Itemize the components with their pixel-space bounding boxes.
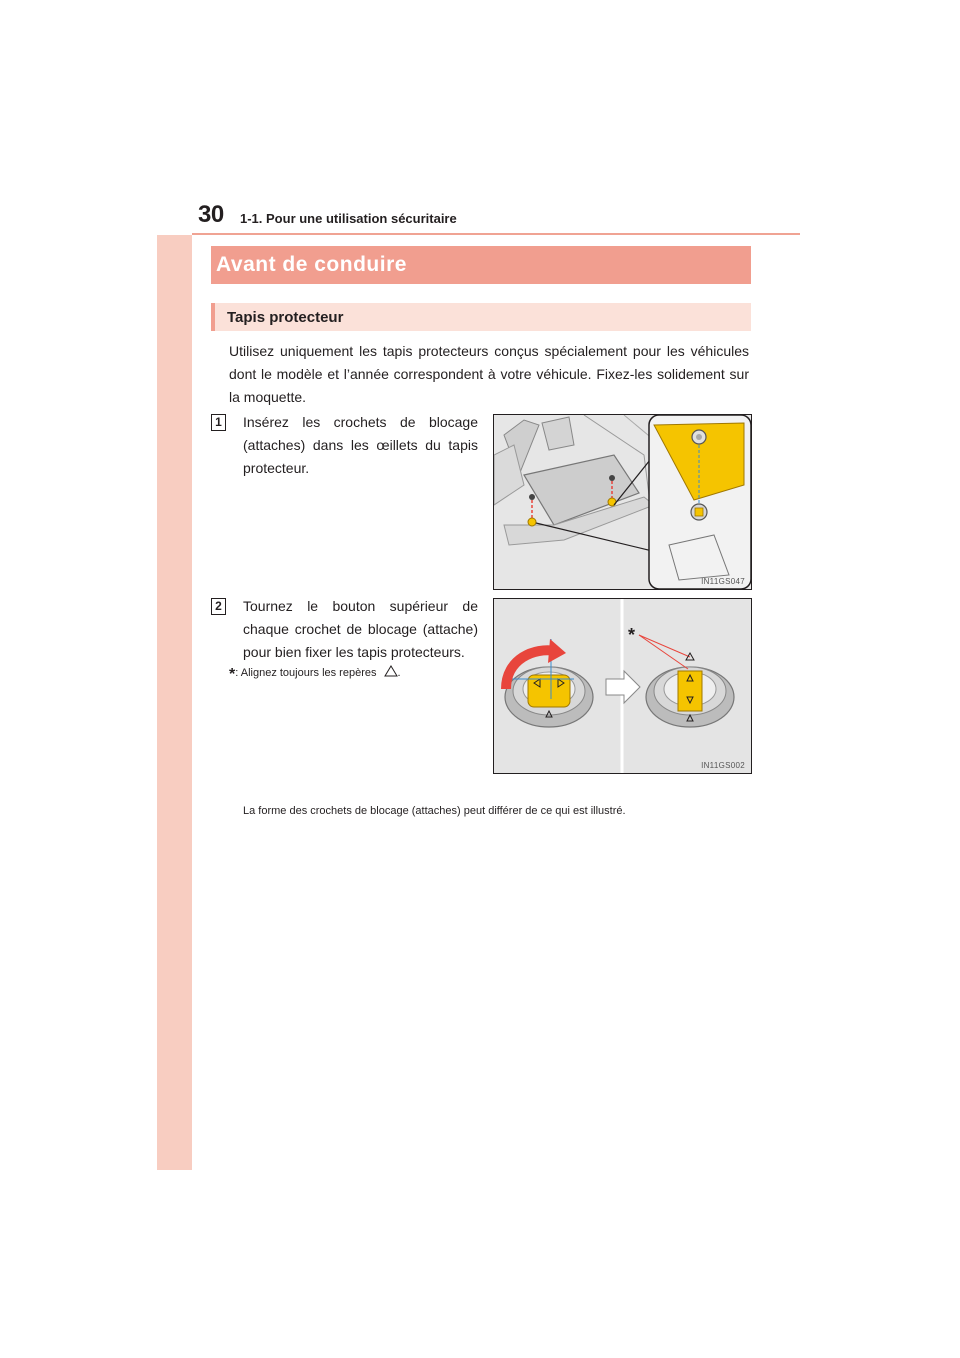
header-band xyxy=(157,185,800,235)
floor-mat-illustration xyxy=(494,415,751,589)
chapter-side-band xyxy=(157,185,192,1170)
svg-text:*: * xyxy=(628,625,636,645)
subsection-accent xyxy=(211,303,215,331)
step-number-1: 1 xyxy=(211,414,226,431)
step-number-2: 2 xyxy=(211,598,226,615)
figure-hook-rotation xyxy=(493,598,752,774)
illustration-note: La forme des crochets de blocage (attaches) peut différer de ce qui est illustré. xyxy=(243,805,626,817)
section-path: 1-1. Pour une utilisation sécuritaire xyxy=(240,211,457,226)
intro-paragraph: Utilisez uniquement les tapis protecteurs conçus spécialement pour les véhicules dont le modèle et l’année correspondent à votre véhicule. Fixez-les solidement sur la moquette. xyxy=(229,343,749,405)
hook-rotation-illustration xyxy=(494,599,751,773)
step-text-2: Tournez le bouton supérieur de chaque crochet de blocage (attache) pour bien fixer les tapis protecteurs. xyxy=(243,598,478,660)
page-number: 30 xyxy=(198,201,224,228)
step-text-1: Insérez les crochets de blocage (attaches) dans les œillets du tapis protecteur. xyxy=(243,414,478,476)
footnote-end: . xyxy=(397,667,401,679)
figure-code-1: IN11GS047 xyxy=(701,577,745,586)
footnote-text: : Alignez toujours les repères xyxy=(235,667,377,679)
triangle-mark-icon xyxy=(384,665,398,677)
figure-floor-mat-hooks xyxy=(493,414,752,590)
subsection-title: Tapis protecteur xyxy=(227,309,344,326)
page-title: Avant de conduire xyxy=(216,253,407,276)
footnote-marker: * xyxy=(229,666,236,683)
footnote xyxy=(229,665,401,684)
header-rule xyxy=(192,233,800,235)
figure-code-2: IN11GS002 xyxy=(701,761,745,770)
